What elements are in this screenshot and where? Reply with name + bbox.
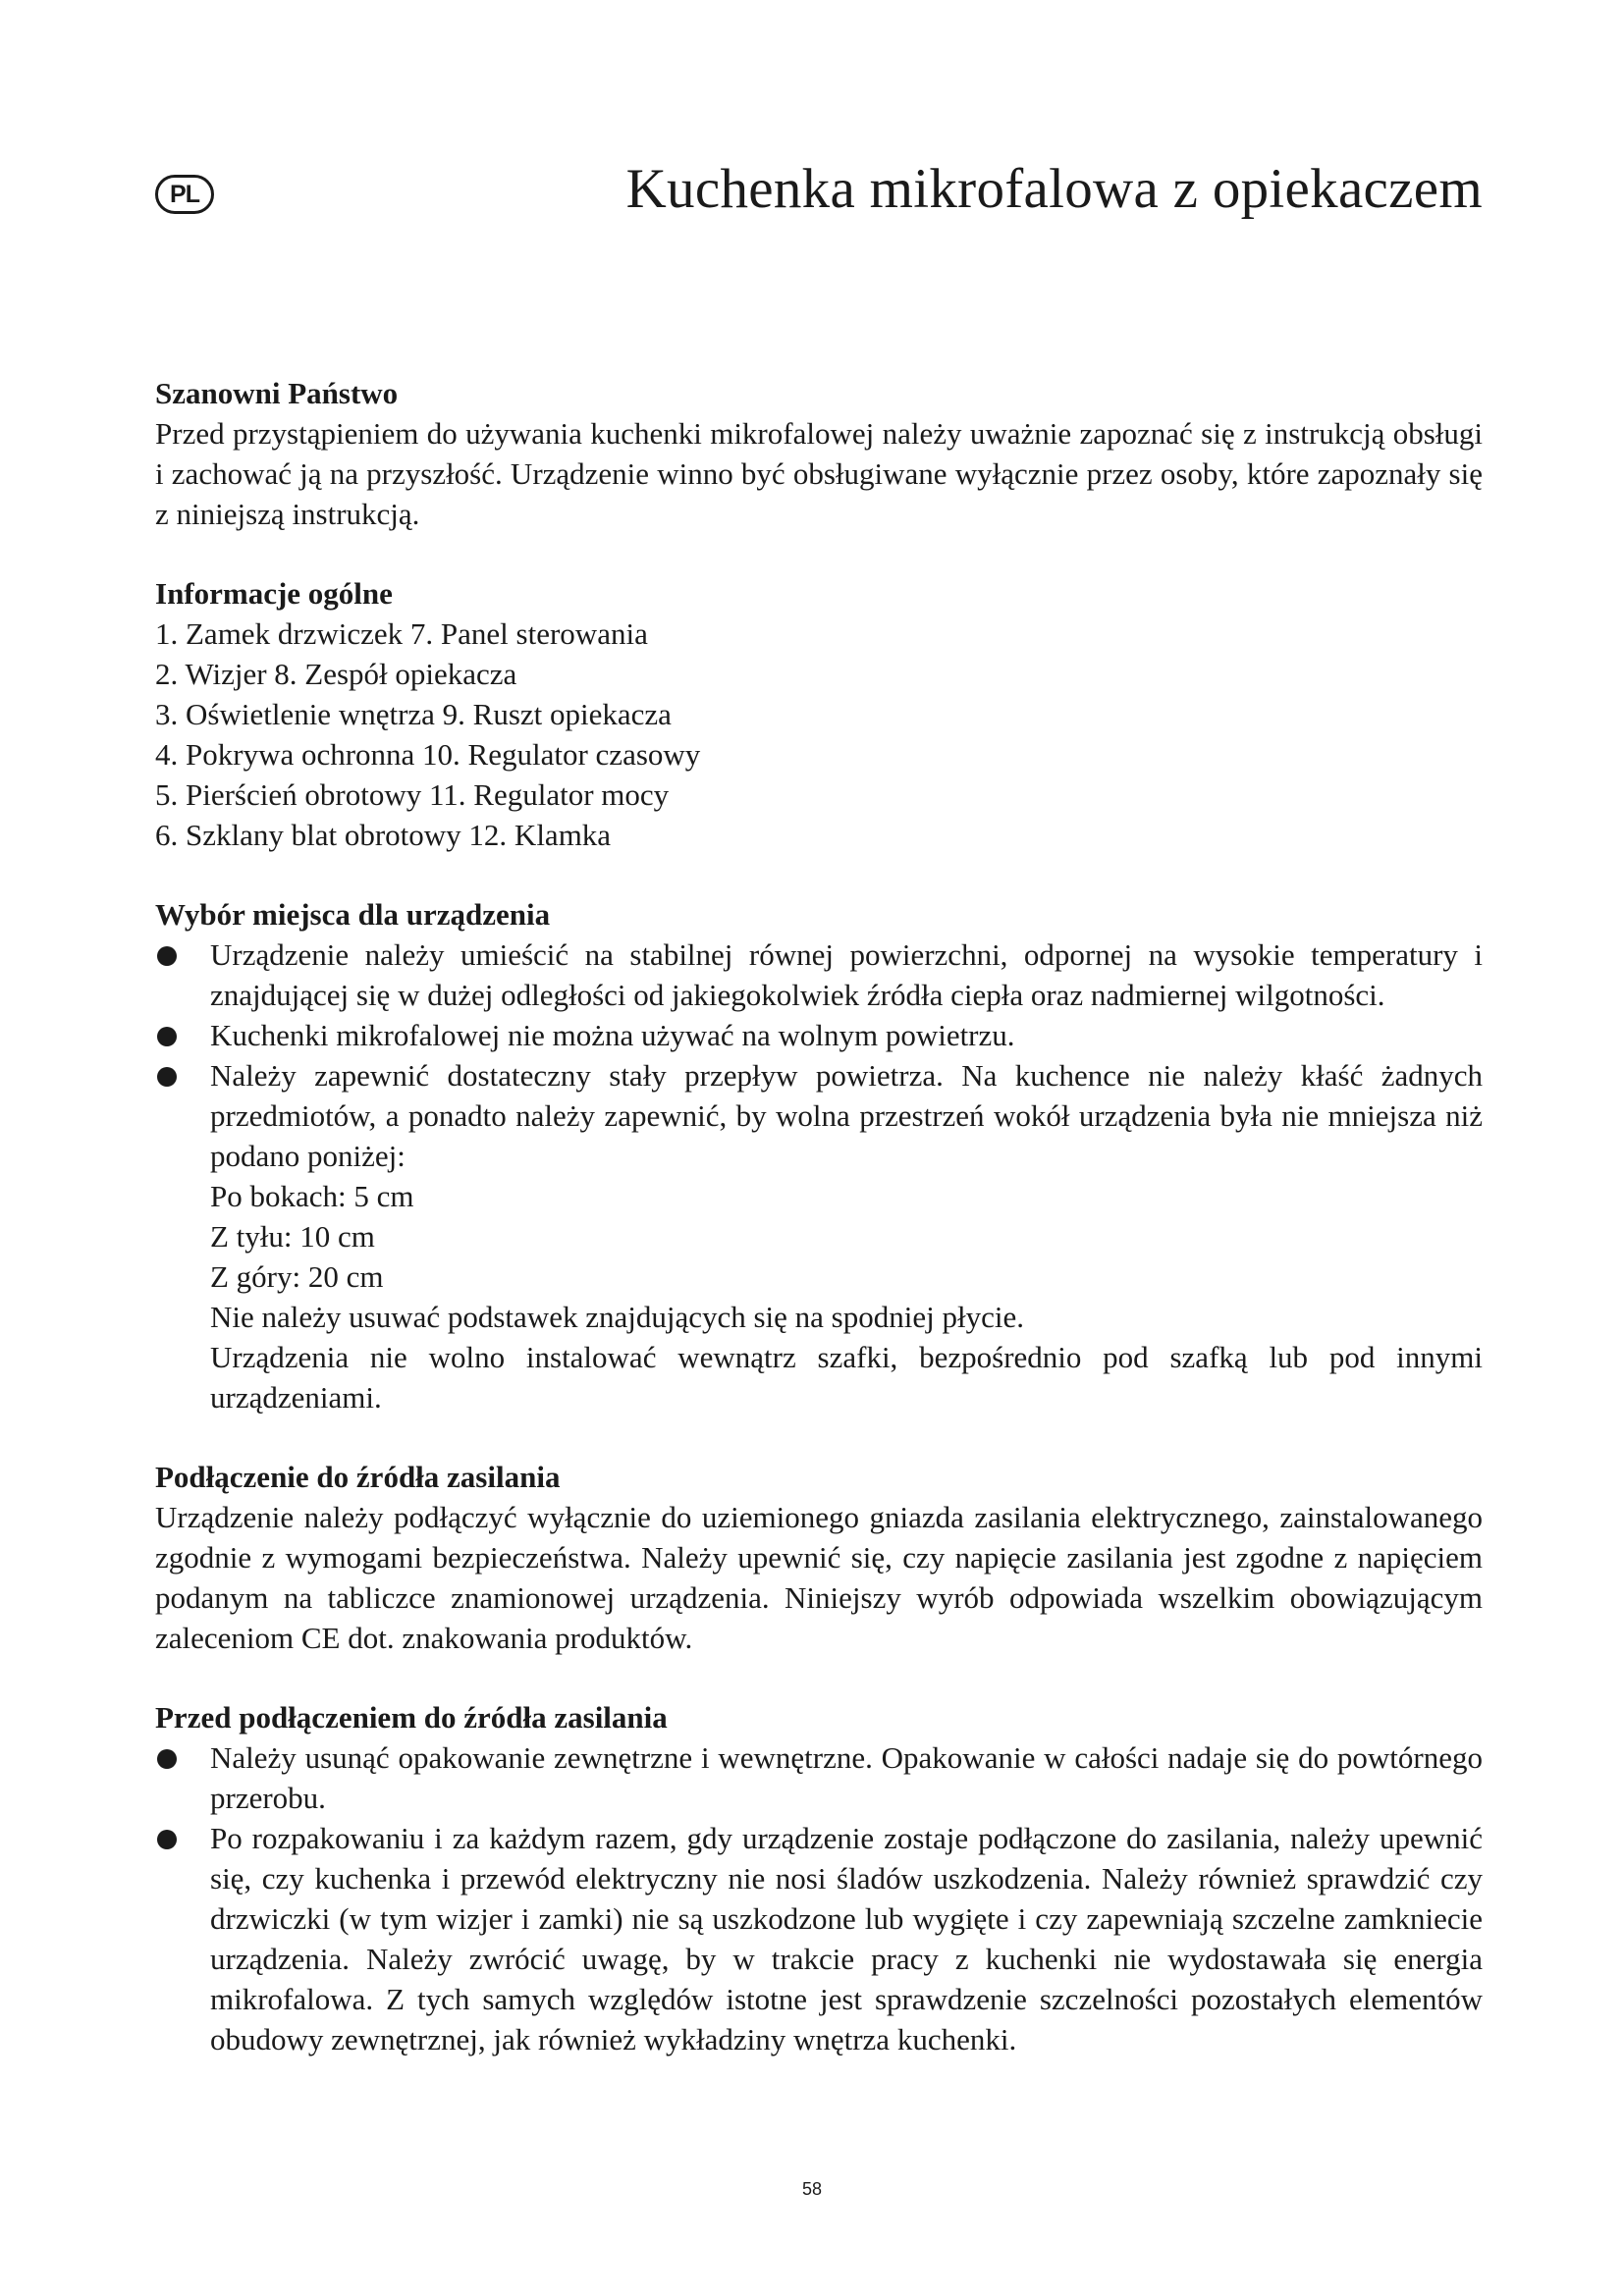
document-body xyxy=(155,373,1483,2099)
parts-list-item: 5. Pierścień obrotowy 11. Regulator mocy xyxy=(155,777,670,812)
document-title: Kuchenka mikrofalowa z opiekaczem xyxy=(625,158,1483,220)
page-number: 58 xyxy=(801,2179,823,2199)
bullet-item xyxy=(155,1737,1483,1818)
bullet-item xyxy=(155,934,1483,1015)
bullet-item xyxy=(155,1015,1483,1055)
parts-list-item: 1. Zamek drzwiczek 7. Panel sterowania xyxy=(155,616,648,651)
section-heading-before-power: Przed podłączeniem do źródła zasilania xyxy=(155,1700,668,1735)
feet-note: Nie należy usuwać podstawek znajdujących się na spodniej płycie. xyxy=(210,1300,1024,1334)
page-header xyxy=(155,157,1483,236)
bullet-text: Urządzenie należy umieścić na stabilnej równej powierzchni, odpornej na wysokie temperatury i znajdującej się w dużej odległości od jakiegokolwiek źródła ciepła oraz nadmiernej wilgotności. xyxy=(210,937,1483,1012)
bullet-text: Należy usunąć opakowanie zewnętrzne i wewnętrzne. Opakowanie w całości nadaje się do powtórnego przerobu. xyxy=(210,1740,1483,1815)
bullet-text: Kuchenki mikrofalowej nie można używać na wolnym powietrzu. xyxy=(210,1018,1015,1052)
parts-list-item: 4. Pokrywa ochronna 10. Regulator czasowy xyxy=(155,737,701,772)
section-heading-general-info: Informacje ogólne xyxy=(155,576,393,611)
clearance-side: Po bokach: 5 cm xyxy=(210,1179,414,1213)
parts-list-item: 3. Oświetlenie wnętrza 9. Ruszt opiekacza xyxy=(155,697,672,731)
parts-list xyxy=(155,614,1483,855)
section-heading-intro: Szanowni Państwo xyxy=(155,376,399,410)
parts-list-item: 6. Szklany blat obrotowy 12. Klamka xyxy=(155,818,612,852)
section-intro xyxy=(155,373,1483,534)
section-placement xyxy=(155,894,1483,1417)
before-power-bullets xyxy=(155,1737,1483,2059)
section-power xyxy=(155,1457,1483,1658)
section-heading-placement: Wybór miejsca dla urządzenia xyxy=(155,897,551,932)
bullet-item xyxy=(155,1055,1483,1417)
bullet-dot-icon xyxy=(157,1027,177,1046)
bullet-dot-icon xyxy=(157,1067,177,1087)
bullet-dot-icon xyxy=(157,946,177,966)
bullet-text: Należy zapewnić dostateczny stały przepływ powietrza. Na kuchence nie należy kłaść żadnych przedmiotów, a ponadto należy zapewnić, by wolna przestrzeń wokół urządzenia była nie mniejsza niż podano poniżej: xyxy=(210,1058,1483,1173)
section-general-info xyxy=(155,573,1483,855)
section-before-power xyxy=(155,1697,1483,2059)
power-paragraph: Urządzenie należy podłączyć wyłącznie do uziemionego gniazda zasilania elektrycznego, zainstalowanego zgodnie z wymogami bezpieczeństwa. Należy upewnić się, czy napięcie zasilania jest zgodne z napięciem podanym na tabliczce znamionowej urządzenia. Niniejszy wyrób odpowiada wszelkim obowiązującym zaleceniom CE dot. znakowania produktów. xyxy=(155,1500,1483,1655)
intro-paragraph: Przed przystąpieniem do używania kuchenki mikrofalowej należy uważnie zapoznać się z instrukcją obsługi i zachować ją na przyszłość. Urządzenie winno być obsługiwane wyłącznie przez osoby, które zapoznały się z niniejszą instrukcją. xyxy=(155,416,1483,531)
bullet-item xyxy=(155,1818,1483,2059)
bullet-text: Po rozpakowaniu i za każdym razem, gdy urządzenie zostaje podłączone do zasilania, należy upewnić się, czy kuchenka i przewód elektryczny nie nosi śladów uszkodzenia. Należy również sprawdzić czy drzwiczki (w tym wizjer i zamki) nie są uszkodzone lub wygięte i czy zapewniają szczelne zamkniecie urządzenia. Należy zwrócić uwagę, by w trakcie pracy z kuchenki nie wydostawała się energia mikrofalowa. Z tych samych względów istotne jest sprawdzenie szczelności pozostałych elementów obudowy zewnętrznej, jak również wykładziny wnętrza kuchenki. xyxy=(210,1821,1483,2056)
clearance-back: Z tyłu: 10 cm xyxy=(210,1219,375,1254)
cabinet-note: Urządzenia nie wolno instalować wewnątrz szafki, bezpośrednio pod szafką lub pod innymi urządzeniami. xyxy=(210,1340,1483,1415)
section-heading-power: Podłączenie do źródła zasilania xyxy=(155,1460,561,1494)
language-badge: PL xyxy=(155,175,214,214)
bullet-dot-icon xyxy=(157,1749,177,1769)
bullet-dot-icon xyxy=(157,1830,177,1849)
clearance-top: Z góry: 20 cm xyxy=(210,1259,384,1294)
parts-list-item: 2. Wizjer 8. Zespół opiekacza xyxy=(155,657,517,691)
placement-bullets xyxy=(155,934,1483,1417)
